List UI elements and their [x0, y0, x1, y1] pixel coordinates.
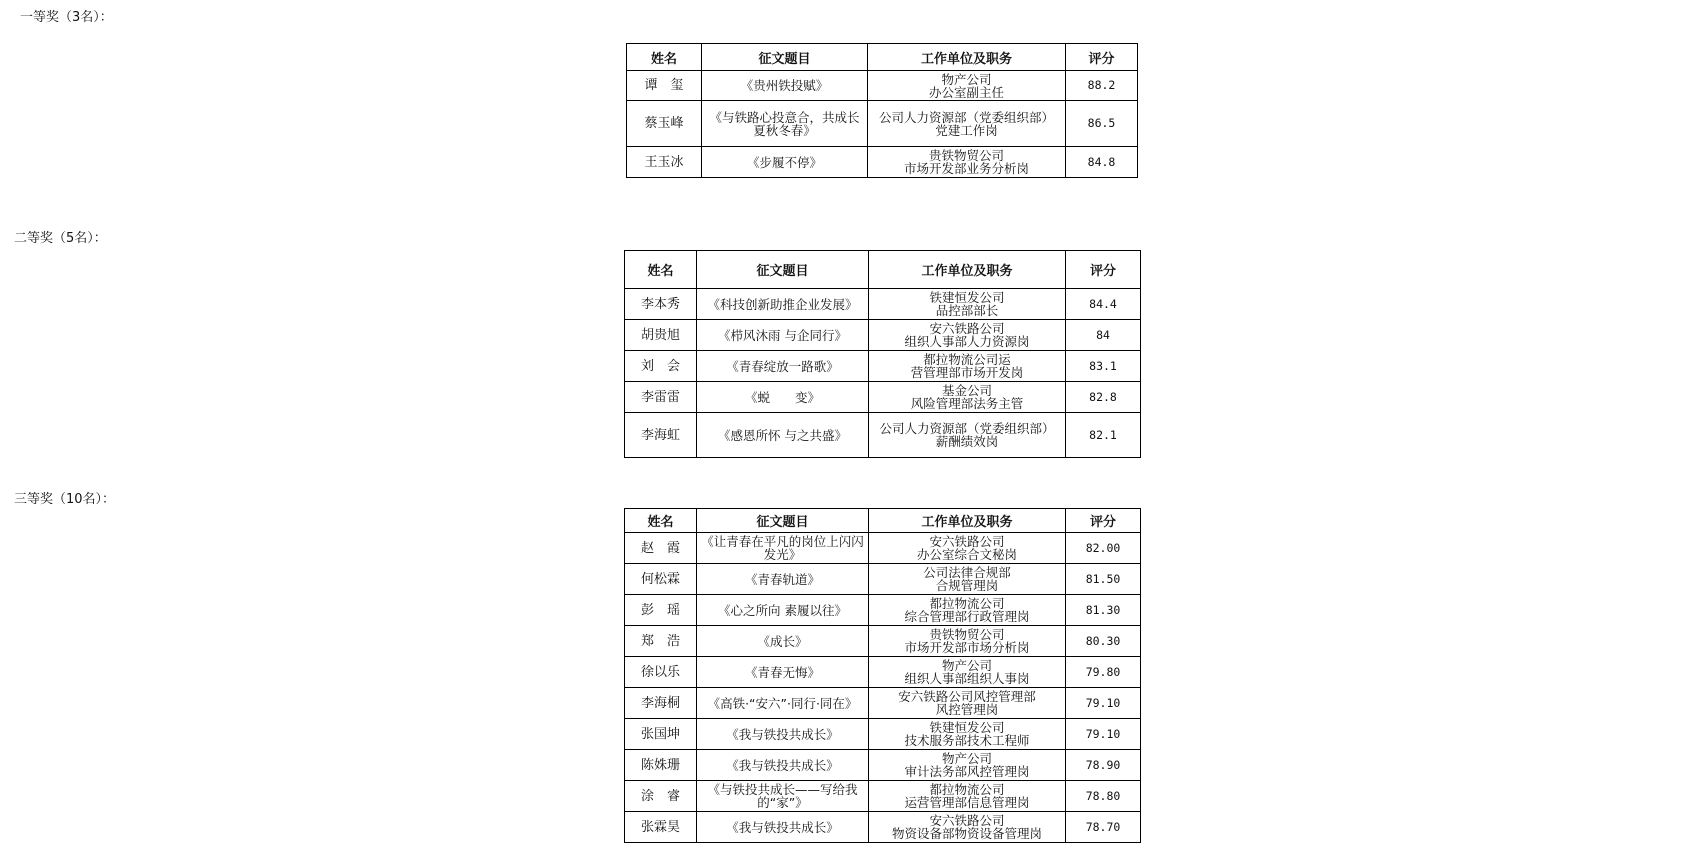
position: 市场开发部业务分析岗 — [903, 161, 1029, 176]
position: 技术服务部技术工程师 — [904, 733, 1030, 748]
table-row — [625, 595, 1141, 626]
score-value: 79.80 — [1066, 657, 1141, 688]
position: 营管理部市场开发岗 — [910, 365, 1024, 380]
position: 风险管理部法务主管 — [910, 396, 1024, 411]
essay-title: 《青春无悔》 — [697, 657, 869, 688]
header-score: 评分 — [1066, 509, 1141, 533]
score-value: 81.50 — [1066, 564, 1141, 595]
work-unit-position — [869, 564, 1066, 595]
score-value: 84 — [1066, 320, 1141, 351]
essay-title: 《我与铁投共成长》 — [697, 812, 869, 843]
essay-title: 《科技创新助推企业发展》 — [697, 289, 869, 320]
essay-title: 《心之所向 素履以往》 — [697, 595, 869, 626]
position: 运营管理部信息管理岗 — [904, 795, 1030, 810]
score-value: 84.8 — [1066, 147, 1138, 178]
position: 办公室综合文秘岗 — [916, 547, 1017, 562]
work-unit: 铁建恒发公司 — [929, 720, 1005, 735]
table-row — [625, 413, 1141, 458]
header-score: 评分 — [1066, 44, 1138, 71]
winner-name: 张国坤 — [625, 719, 697, 750]
position: 组织人事部人力资源岗 — [904, 334, 1030, 349]
position: 风控管理岗 — [935, 702, 999, 717]
score-value: 88.2 — [1066, 71, 1138, 101]
winner-name: 张霖昊 — [625, 812, 697, 843]
winner-name: 李本秀 — [625, 289, 697, 320]
table-row — [625, 657, 1141, 688]
work-unit: 贵铁物贸公司 — [929, 627, 1005, 642]
table-row — [625, 351, 1141, 382]
position: 物资设备部物资设备管理岗 — [891, 826, 1042, 841]
essay-title: 《成长》 — [697, 626, 869, 657]
table-row — [625, 564, 1141, 595]
score-value: 84.4 — [1066, 289, 1141, 320]
winner-name: 谭 玺 — [627, 71, 702, 101]
work-unit: 铁建恒发公司 — [929, 290, 1005, 305]
second-prize-table — [624, 250, 1141, 458]
winner-name: 陈姝珊 — [625, 750, 697, 781]
table-row — [625, 533, 1141, 564]
work-unit: 公司人力资源部（党委组织部） — [879, 421, 1055, 436]
score-value: 80.30 — [1066, 626, 1141, 657]
table-header-row — [625, 509, 1141, 533]
work-unit: 物产公司 — [941, 751, 992, 766]
essay-title: 《步履不停》 — [702, 147, 868, 178]
work-unit: 贵铁物贸公司 — [928, 148, 1004, 163]
work-unit-position — [868, 71, 1066, 101]
score-value: 79.10 — [1066, 719, 1141, 750]
winner-name: 何松霖 — [625, 564, 697, 595]
position: 组织人事部组织人事岗 — [904, 671, 1030, 686]
score-value: 78.90 — [1066, 750, 1141, 781]
winner-name: 王玉冰 — [627, 147, 702, 178]
essay-title: 《青春绽放一路歌》 — [697, 351, 869, 382]
work-unit-position — [869, 595, 1066, 626]
header-name: 姓名 — [627, 44, 702, 71]
work-unit-position — [868, 147, 1066, 178]
score-value: 81.30 — [1066, 595, 1141, 626]
table-row — [625, 688, 1141, 719]
essay-title: 《贵州铁投赋》 — [702, 71, 868, 101]
score-value: 86.5 — [1066, 101, 1138, 147]
header-title: 征文题目 — [697, 509, 869, 533]
work-unit: 基金公司 — [941, 383, 992, 398]
work-unit-position — [869, 533, 1066, 564]
work-unit-position — [869, 657, 1066, 688]
position: 品控部部长 — [935, 303, 999, 318]
work-unit-position — [869, 413, 1066, 458]
essay-title: 《我与铁投共成长》 — [697, 750, 869, 781]
position: 合规管理岗 — [935, 578, 999, 593]
header-unit: 工作单位及职务 — [869, 509, 1066, 533]
work-unit: 安六铁路公司 — [929, 534, 1005, 549]
score-value: 78.70 — [1066, 812, 1141, 843]
header-title: 征文题目 — [702, 44, 868, 71]
position: 薪酬绩效岗 — [935, 434, 999, 449]
work-unit: 物产公司 — [941, 71, 992, 87]
winner-name: 徐以乐 — [625, 657, 697, 688]
header-unit: 工作单位及职务 — [868, 44, 1066, 71]
winner-name: 赵 霞 — [625, 533, 697, 564]
table-row — [625, 320, 1141, 351]
winner-name: 胡贵旭 — [625, 320, 697, 351]
first-prize-table — [626, 43, 1138, 178]
score-value: 83.1 — [1066, 351, 1141, 382]
position: 党建工作岗 — [935, 122, 998, 138]
work-unit: 安六铁路公司 — [929, 813, 1005, 828]
essay-title: 《让青春在平凡的岗位上闪闪发光》 — [697, 533, 869, 564]
essay-title: 《蜕 变》 — [697, 382, 869, 413]
header-score: 评分 — [1066, 251, 1141, 289]
work-unit-position — [869, 781, 1066, 812]
table-row — [625, 626, 1141, 657]
winner-name: 郑 浩 — [625, 626, 697, 657]
second-prize-heading: 二等奖（5名）： — [14, 231, 107, 246]
winner-name: 李海桐 — [625, 688, 697, 719]
work-unit: 安六铁路公司风控管理部 — [898, 689, 1036, 704]
winner-name: 李海虹 — [625, 413, 697, 458]
work-unit: 安六铁路公司 — [929, 321, 1005, 336]
essay-title: 《感恩所怀 与之共盛》 — [697, 413, 869, 458]
position: 市场开发部市场分析岗 — [904, 640, 1030, 655]
score-value: 82.1 — [1066, 413, 1141, 458]
work-unit: 都拉物流公司 — [929, 782, 1005, 797]
work-unit-position — [869, 750, 1066, 781]
table-row — [627, 147, 1138, 178]
work-unit: 物产公司 — [941, 658, 992, 673]
header-name: 姓名 — [625, 509, 697, 533]
table-row — [625, 719, 1141, 750]
essay-title: 《我与铁投共成长》 — [697, 719, 869, 750]
table-row — [625, 750, 1141, 781]
essay-title: 《与铁路心投意合，共成长夏秋冬春》 — [702, 101, 868, 147]
table-row — [627, 71, 1138, 101]
table-row — [625, 781, 1141, 812]
work-unit: 都拉物流公司运 — [923, 352, 1011, 367]
work-unit: 公司人力资源部（党委组织部） — [878, 109, 1054, 125]
header-name: 姓名 — [625, 251, 697, 289]
table-row — [625, 812, 1141, 843]
essay-title: 《高铁·“安六”·同行·同在》 — [697, 688, 869, 719]
position: 审计法务部风控管理岗 — [904, 764, 1030, 779]
work-unit-position — [868, 101, 1066, 147]
winner-name: 涂 睿 — [625, 781, 697, 812]
position: 办公室副主任 — [928, 84, 1004, 100]
score-value: 79.10 — [1066, 688, 1141, 719]
work-unit-position — [869, 320, 1066, 351]
work-unit-position — [869, 812, 1066, 843]
third-prize-heading: 三等奖（10名）： — [14, 492, 116, 507]
table-header-row — [625, 251, 1141, 289]
winner-name: 李雷雷 — [625, 382, 697, 413]
third-prize-table — [624, 508, 1141, 843]
score-value: 82.00 — [1066, 533, 1141, 564]
winner-name: 刘 会 — [625, 351, 697, 382]
score-value: 78.80 — [1066, 781, 1141, 812]
table-row — [625, 382, 1141, 413]
essay-title: 《与铁投共成长——写给我的“家”》 — [697, 781, 869, 812]
table-row — [627, 101, 1138, 147]
score-value: 82.8 — [1066, 382, 1141, 413]
header-unit: 工作单位及职务 — [869, 251, 1066, 289]
work-unit-position — [869, 626, 1066, 657]
position: 综合管理部行政管理岗 — [904, 609, 1030, 624]
work-unit-position — [869, 688, 1066, 719]
work-unit-position — [869, 719, 1066, 750]
table-header-row — [627, 44, 1138, 71]
first-prize-heading: 一等奖（3名）： — [20, 10, 113, 25]
essay-title: 《栉风沐雨 与企同行》 — [697, 320, 869, 351]
work-unit: 都拉物流公司 — [929, 596, 1005, 611]
winner-name: 彭 瑶 — [625, 595, 697, 626]
work-unit-position — [869, 382, 1066, 413]
table-row — [625, 289, 1141, 320]
work-unit: 公司法律合规部 — [923, 565, 1011, 580]
essay-title: 《青春轨道》 — [697, 564, 869, 595]
work-unit-position — [869, 351, 1066, 382]
header-title: 征文题目 — [697, 251, 869, 289]
work-unit-position — [869, 289, 1066, 320]
winner-name: 蔡玉峰 — [627, 101, 702, 147]
